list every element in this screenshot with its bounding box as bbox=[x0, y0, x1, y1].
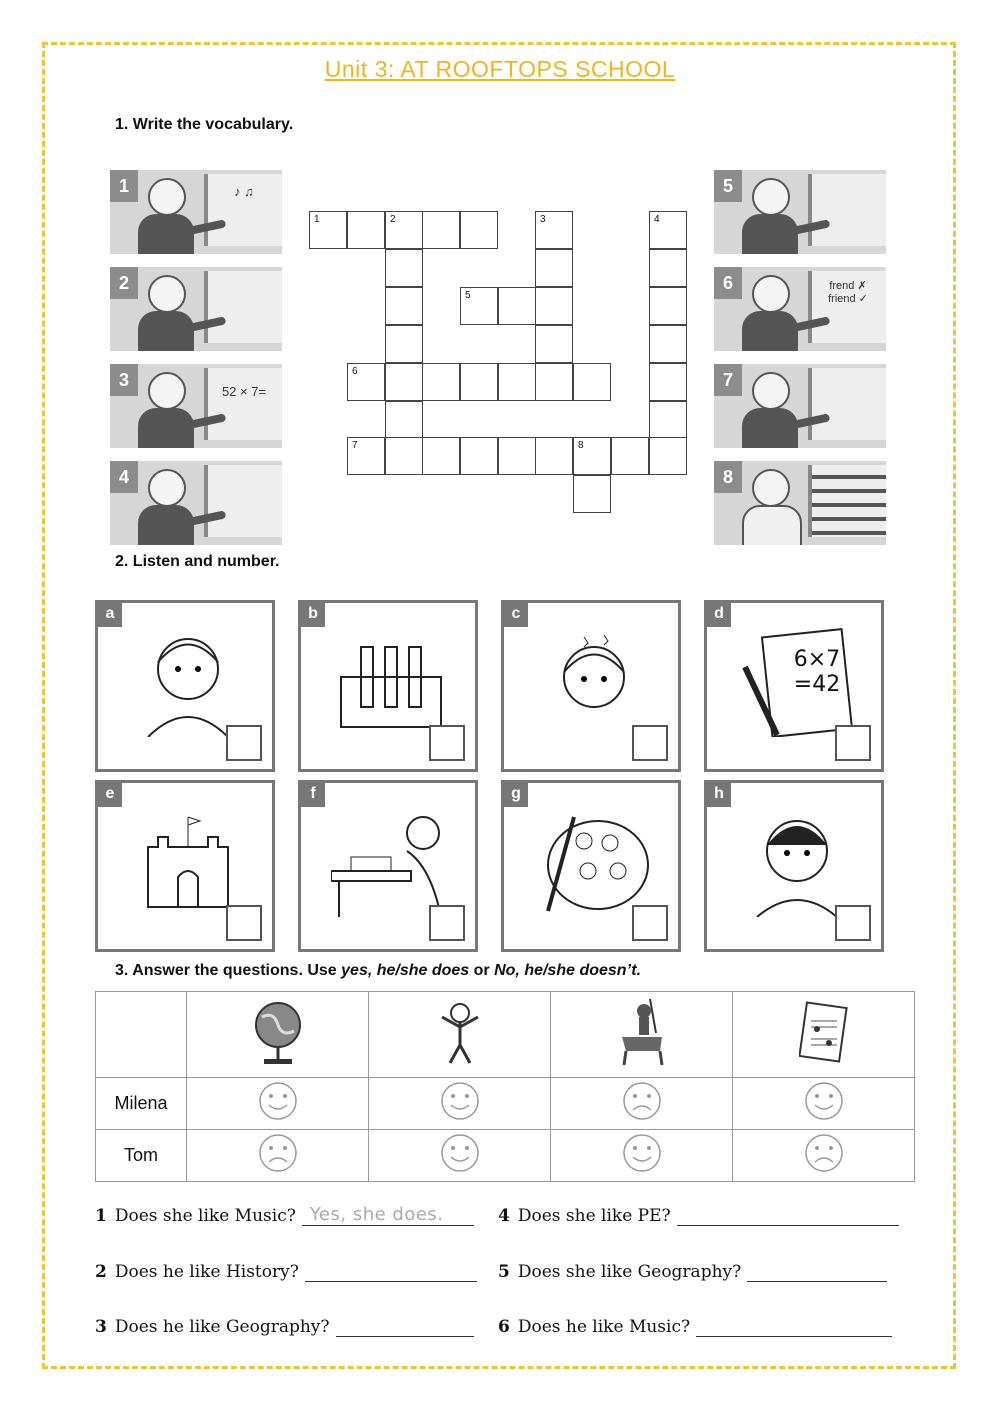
heading-text: 3. Answer the questions. Use bbox=[115, 962, 342, 979]
heading-em: yes, he/she does bbox=[341, 962, 470, 979]
section-3-heading bbox=[115, 962, 641, 980]
picture-letter: a bbox=[98, 603, 122, 627]
crossword-cell[interactable] bbox=[535, 211, 573, 249]
vocab-number: 2 bbox=[110, 267, 138, 299]
crossword-cell[interactable] bbox=[649, 363, 687, 401]
picture-e bbox=[95, 780, 275, 952]
happy-face-icon bbox=[733, 1078, 915, 1130]
happy-face-icon bbox=[369, 1078, 551, 1130]
happy-face-icon bbox=[369, 1130, 551, 1182]
crossword-cell[interactable] bbox=[385, 325, 423, 363]
question-4 bbox=[498, 1206, 899, 1226]
question-text: Does he like History? bbox=[114, 1262, 299, 1282]
table-row bbox=[96, 1078, 915, 1130]
heading-text: or bbox=[469, 962, 495, 979]
crossword-cell[interactable] bbox=[649, 437, 687, 475]
picture-letter: e bbox=[98, 783, 122, 807]
happy-face-icon bbox=[551, 1130, 733, 1182]
crossword-cell[interactable] bbox=[347, 211, 385, 249]
answer-line[interactable] bbox=[302, 1204, 474, 1226]
section-1-heading: 1. Write the vocabulary. bbox=[115, 116, 294, 133]
paint-palette-drawing bbox=[534, 807, 654, 917]
clue-number: 1 bbox=[314, 214, 320, 225]
question-text: Does he like Geography? bbox=[114, 1317, 330, 1337]
crossword-cell[interactable] bbox=[460, 211, 498, 249]
question-1 bbox=[95, 1206, 474, 1226]
row-name: Milena bbox=[96, 1078, 187, 1130]
answer-line[interactable] bbox=[336, 1318, 474, 1337]
crossword-cell[interactable] bbox=[385, 249, 423, 287]
answer-line[interactable] bbox=[305, 1263, 477, 1282]
row-name: Tom bbox=[96, 1130, 187, 1182]
answer-line[interactable] bbox=[747, 1263, 887, 1282]
vocab-picture-4 bbox=[110, 461, 282, 545]
table-header-row bbox=[96, 992, 915, 1078]
vocab-picture-1 bbox=[110, 170, 282, 254]
crossword-cell[interactable] bbox=[422, 363, 460, 401]
question-number: 5 bbox=[498, 1262, 510, 1282]
tired-girl-desk-drawing bbox=[331, 807, 451, 917]
sad-face-icon bbox=[551, 1078, 733, 1130]
crossword-cell[interactable] bbox=[611, 437, 649, 475]
crossword-cell[interactable] bbox=[649, 249, 687, 287]
crossword-cell[interactable] bbox=[385, 437, 423, 475]
section-2-heading: 2. Listen and number. bbox=[115, 553, 280, 570]
question-number: 6 bbox=[498, 1317, 510, 1337]
answer-box[interactable] bbox=[632, 725, 668, 761]
answer-box[interactable] bbox=[226, 905, 262, 941]
question-text: Does she like Geography? bbox=[517, 1262, 742, 1282]
crossword-cell[interactable] bbox=[649, 211, 687, 249]
answer-line[interactable] bbox=[696, 1318, 892, 1337]
crossword-cell[interactable] bbox=[535, 325, 573, 363]
crossword-cell[interactable] bbox=[309, 211, 347, 249]
answer-line[interactable] bbox=[677, 1207, 899, 1226]
question-5 bbox=[498, 1262, 887, 1282]
crossword-cell[interactable] bbox=[535, 287, 573, 325]
question-number: 4 bbox=[498, 1206, 510, 1226]
clue-number: 6 bbox=[352, 366, 358, 377]
crossword-cell[interactable] bbox=[498, 437, 536, 475]
headache-girl-drawing bbox=[534, 627, 654, 737]
answer-box[interactable] bbox=[429, 905, 465, 941]
vocab-number: 3 bbox=[110, 364, 138, 396]
earache-boy-drawing bbox=[737, 807, 857, 917]
question-6 bbox=[498, 1317, 892, 1337]
crossword-cell[interactable] bbox=[649, 401, 687, 439]
vocab-picture-5 bbox=[714, 170, 886, 254]
crossword-cell[interactable] bbox=[347, 437, 385, 475]
heading-em: No, he/she doesn’t. bbox=[494, 962, 642, 979]
sad-face-icon bbox=[187, 1130, 369, 1182]
corner-cell bbox=[96, 992, 187, 1078]
vocab-picture-3 bbox=[110, 364, 282, 448]
table-row bbox=[96, 1130, 915, 1182]
picture-g bbox=[501, 780, 681, 952]
vocab-picture-8 bbox=[714, 461, 886, 545]
picture-h bbox=[704, 780, 884, 952]
answer-box[interactable] bbox=[835, 905, 871, 941]
picture-d bbox=[704, 600, 884, 772]
crossword-cell[interactable] bbox=[460, 437, 498, 475]
question-text: Does he like Music? bbox=[517, 1317, 691, 1337]
vocab-number: 1 bbox=[110, 170, 138, 202]
vocab-picture-2 bbox=[110, 267, 282, 351]
crossword-cell[interactable] bbox=[422, 211, 460, 249]
jumping-kid-icon bbox=[369, 992, 551, 1078]
vocab-number: 5 bbox=[714, 170, 742, 202]
likes-table bbox=[95, 991, 915, 1182]
crossword-cell[interactable] bbox=[347, 363, 385, 401]
book-sum-text: 6×7 =42 bbox=[793, 647, 841, 697]
crossword-cell[interactable] bbox=[573, 475, 611, 513]
page-title: Unit 3: AT ROOFTOPS SCHOOL bbox=[324, 56, 676, 82]
crossword-cell[interactable] bbox=[385, 401, 423, 439]
picture-letter: g bbox=[504, 783, 528, 807]
globe-icon bbox=[187, 992, 369, 1078]
crossword-cell[interactable] bbox=[535, 437, 573, 475]
vocab-picture-7 bbox=[714, 364, 886, 448]
picture-f bbox=[298, 780, 478, 952]
crossword-cell[interactable] bbox=[649, 325, 687, 363]
toothache-boy-drawing bbox=[128, 627, 248, 737]
picture-letter: f bbox=[301, 783, 325, 807]
question-number: 1 bbox=[95, 1206, 107, 1226]
picture-c bbox=[501, 600, 681, 772]
clue-number: 8 bbox=[578, 440, 584, 451]
vocab-number: 6 bbox=[714, 267, 742, 299]
answer-box[interactable] bbox=[429, 725, 465, 761]
board-text: ♪ ♫ bbox=[234, 184, 254, 199]
picture-a bbox=[95, 600, 275, 772]
example-answer: Yes, she does. bbox=[309, 1204, 444, 1225]
question-number: 3 bbox=[95, 1317, 107, 1337]
picture-letter: h bbox=[707, 783, 731, 807]
question-text: Does she like PE? bbox=[517, 1206, 671, 1226]
crossword-cell[interactable] bbox=[649, 287, 687, 325]
crossword-cell[interactable] bbox=[573, 363, 611, 401]
clue-number: 4 bbox=[654, 214, 660, 225]
castle-drawing bbox=[128, 807, 248, 917]
vocab-number: 4 bbox=[110, 461, 138, 493]
question-3 bbox=[95, 1317, 474, 1337]
knight-on-horse-icon bbox=[551, 992, 733, 1078]
sheet-music-icon bbox=[733, 992, 915, 1078]
sad-face-icon bbox=[733, 1130, 915, 1182]
crossword-cell[interactable] bbox=[535, 363, 573, 401]
clue-number: 3 bbox=[540, 214, 546, 225]
clue-number: 7 bbox=[352, 440, 358, 451]
answer-box[interactable] bbox=[226, 725, 262, 761]
answer-box[interactable] bbox=[835, 725, 871, 761]
board-text: 52 × 7= bbox=[221, 384, 267, 399]
crossword-cell[interactable] bbox=[460, 363, 498, 401]
crossword-cell[interactable] bbox=[498, 363, 536, 401]
crossword-cell[interactable] bbox=[385, 211, 423, 249]
picture-letter: c bbox=[504, 603, 528, 627]
question-text: Does she like Music? bbox=[114, 1206, 296, 1226]
crossword-cell[interactable] bbox=[422, 437, 460, 475]
crossword-cell[interactable] bbox=[385, 287, 423, 325]
crossword-cell[interactable] bbox=[498, 287, 536, 325]
picture-letter: d bbox=[707, 603, 731, 627]
question-2 bbox=[95, 1262, 477, 1282]
crossword-cell[interactable] bbox=[535, 249, 573, 287]
picture-b bbox=[298, 600, 478, 772]
board-text: frend ✗ friend ✓ bbox=[828, 280, 868, 305]
answer-box[interactable] bbox=[632, 905, 668, 941]
vocab-number: 7 bbox=[714, 364, 742, 396]
crossword-cell[interactable] bbox=[385, 363, 423, 401]
vocab-picture-6 bbox=[714, 267, 886, 351]
crossword-cell[interactable] bbox=[573, 437, 611, 475]
happy-face-icon bbox=[187, 1078, 369, 1130]
clue-number: 5 bbox=[465, 290, 471, 301]
crossword-cell[interactable] bbox=[460, 287, 498, 325]
question-number: 2 bbox=[95, 1262, 107, 1282]
clue-number: 2 bbox=[390, 214, 396, 225]
vocab-number: 8 bbox=[714, 461, 742, 493]
test-tubes-drawing bbox=[331, 627, 451, 737]
picture-letter: b bbox=[301, 603, 325, 627]
